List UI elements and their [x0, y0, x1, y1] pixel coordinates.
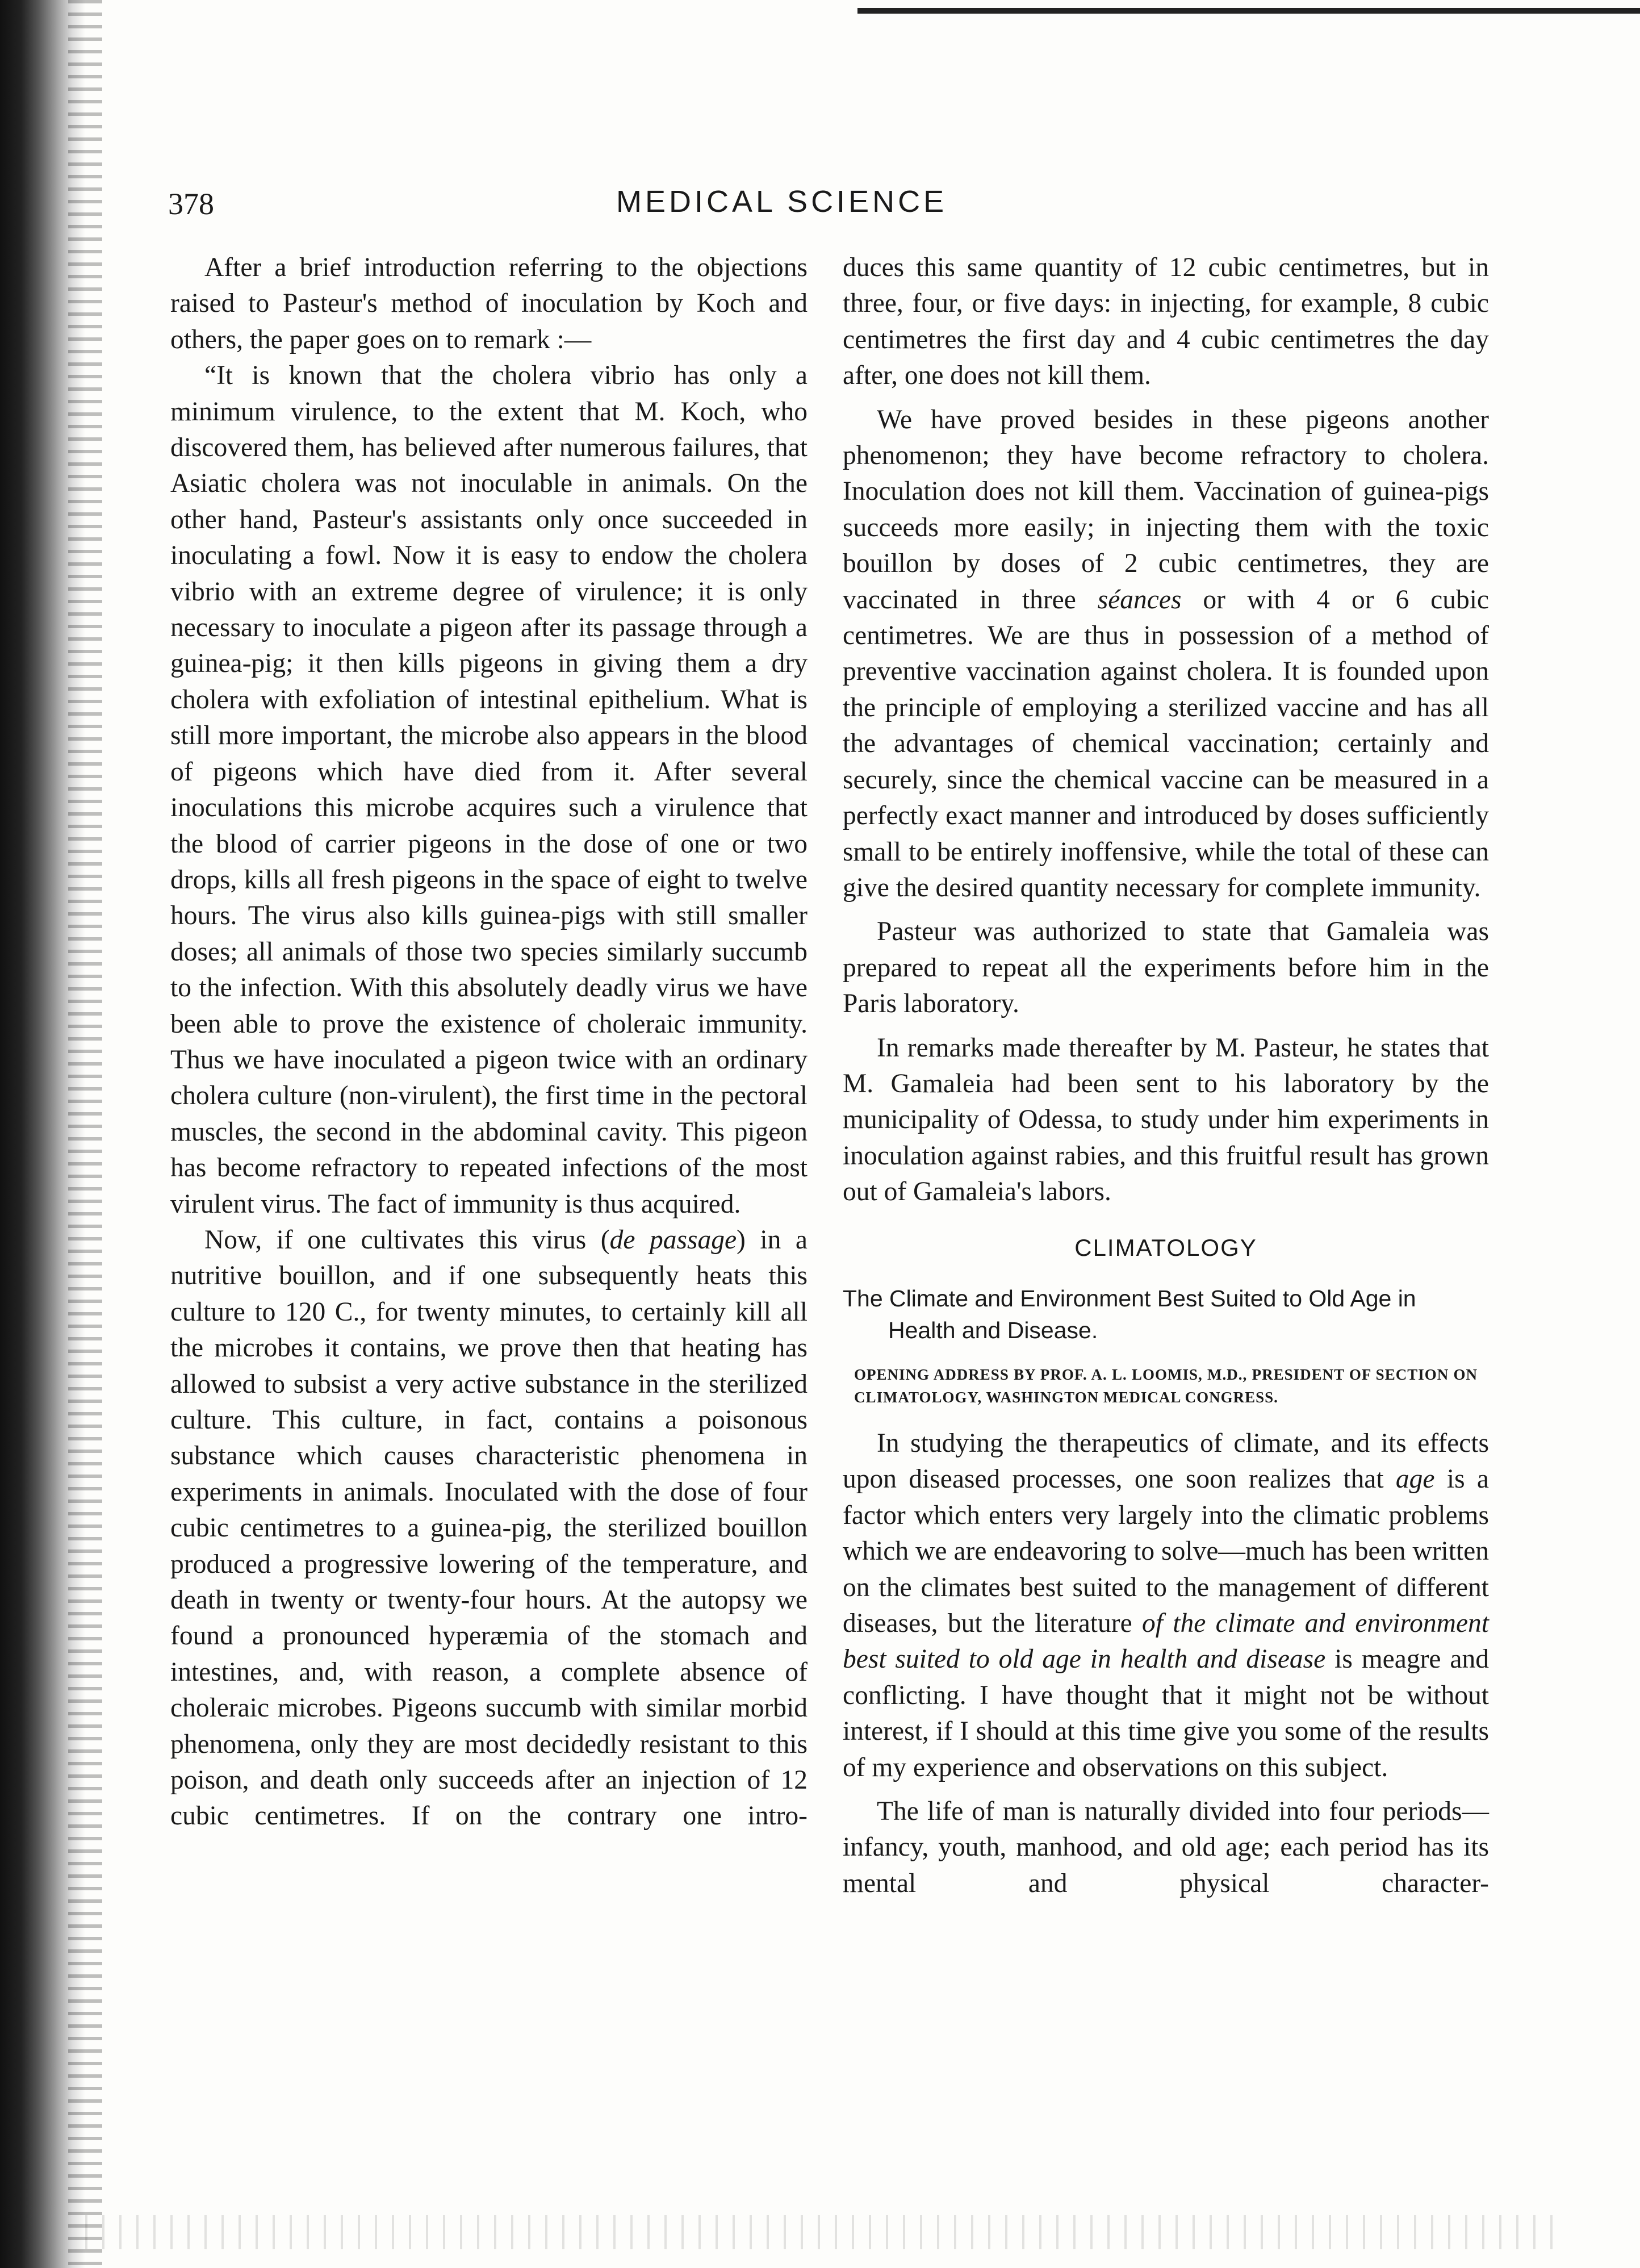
- article-title: The Climate and Environment Best Suited to Old Age in Health and Disease.: [843, 1285, 1416, 1343]
- italic-text: of the climate and environment best suited to old age in health and disease: [843, 1609, 1489, 1674]
- paragraph: [843, 402, 1489, 907]
- text: is meagre and conflicting. I have thought that it might not be without interest, if I should at this time give you some of the results of my experience and observations on this subject.: [843, 1644, 1489, 1782]
- paragraph: [170, 1222, 808, 1835]
- text: ) in a nutritive bouillon, and if one subsequently heats this culture to 120 C., for twenty minutes, to certainly kill all the microbes it contains, we prove then that heating has allowed to subsist a very active substance in the sterilized culture. This culture, in fact, contains a poisonous substance which causes characteristic phenomena in experiments in animals. Inoculated with the dose of four cubic centimetres to a guinea-pig, the sterilized bouillon produced a progressive lowering of the temperature, and death in twenty or twenty-four hours. At the autopsy we found a pronounced hyperæmia of the stomach and intestines, and, with reason, a complete absence of choleraic microbes. Pigeons succumb with similar morbid phenomena, only they are most decidedly resistant to this poison, and death only succeeds after an injection of 12 cubic centimetres. If on the contrary one intro-: [170, 1225, 808, 1831]
- paragraph: “It is known that the cholera vibrio has only a minimum virulence, to the extent that M. Koch, who discovered them, has believed after numerous failures, that Asiatic cholera was not inoculable in animals. On the other hand, Pasteur's assistants only once succeeded in inoculating a fowl. Now it is easy to endow the cholera vibrio with an extreme degree of virulence; it is only necessary to inoculate a pigeon after its passage through a guinea-pig; it then kills pigeons in giving them a dry cholera with exfoliation of intestinal epithelium. What is still more important, the microbe also appears in the blood of pigeons which have died from it. After several inoculations this microbe acquires such a virulence that the blood of carrier pigeons in the dose of one or two drops, kills all fresh pigeons in the space of eight to twelve hours. The virus also kills guinea-pigs with still smaller doses; all animals of those two species similarly succumb to the infection. With this absolutely deadly virus we have been able to prove the existence of choleraic immunity. Thus we have inoculated a pigeon twice with an ordinary cholera culture (non-virulent), the first time in the pectoral muscles, the second in the abdominal cavity. This pigeon has become refractory to repeated infections of the most virulent virus. The fact of immunity is thus acquired.: [170, 361, 808, 1219]
- text: or with 4 or 6 cubic centimetres. We are thus in possession of a method of preventive vaccination against cholera. It is founded upon the principle of employing a sterilized vaccine and has all the advantages of chemical vaccination; certainly and securely, since the chemical vaccine can be measured in a perfectly exact manner and introduced by doses sufficiently small to be entirely inoffensive, while the total of these can give the desired quantity necessary for complete immunity.: [843, 584, 1489, 903]
- italic-text: de passage: [609, 1225, 737, 1255]
- scan-bottom-noise: [85, 2215, 1562, 2249]
- paragraph: duces this same quantity of 12 cubic centimetres, but in three, four, or five days: in injecting, for example, 8 cubic centimetres the first day and 4 cubic centimetres the day after, one does not kill them.: [843, 253, 1489, 391]
- text: Now, if one cultivates this virus (: [204, 1225, 610, 1255]
- paragraph: The life of man is naturally divided into four periods—infancy, youth, manhood, and old age; each period has its mental and physical character-: [843, 1797, 1489, 1898]
- paragraph: After a brief introduction referring to the objections raised to Pasteur's method of inoculation by Koch and others, the paper goes on to remark :—: [170, 253, 808, 354]
- paragraph: Pasteur was authorized to state that Gamaleia was prepared to repeat all the experiments before him in the Paris laboratory.: [843, 917, 1489, 1019]
- left-column: [170, 250, 808, 1835]
- paragraph: In remarks made thereafter by M. Pasteur, he states that M. Gamaleia had been sent to his laboratory by the municipality of Odessa, to study under him experiments in inoculation against rabies, and this fruitful result has grown out of Gamaleia's labors.: [843, 1033, 1489, 1207]
- top-rule: [857, 8, 1640, 14]
- page-number: 378: [168, 187, 214, 221]
- byline: OPENING ADDRESS BY PROF. A. L. LOOMIS, M.D., PRESIDENT OF SECTION ON CLIMATOLOGY, WASHINGTON MEDICAL CONGRESS.: [854, 1365, 1478, 1406]
- running-title: MEDICAL SCIENCE: [616, 185, 948, 219]
- italic-text: séances: [1097, 584, 1182, 615]
- right-column: [843, 250, 1489, 1910]
- text: In studying the therapeutics of climate, and its effects upon diseased processes, one soon realizes that: [843, 1428, 1489, 1494]
- paragraph: [843, 1426, 1489, 1786]
- italic-text: age: [1395, 1464, 1435, 1494]
- text: We have proved besides in these pigeons another phenomenon; they have become refractory to cholera. Inoculation does not kill them. Vaccination of guinea-pigs succeeds more easily; in injecting them with the toxic bouillon by doses of 2 cubic centimetres, they are vaccinated in three: [843, 404, 1489, 615]
- section-heading: CLIMATOLOGY: [1074, 1234, 1257, 1261]
- text: is a factor which enters very largely into the climatic problems which we are endeavoring to solve—much has been written on the climates best suited to the management of different diseases, but the literature: [843, 1464, 1490, 1638]
- scan-binding-texture: [68, 0, 102, 2268]
